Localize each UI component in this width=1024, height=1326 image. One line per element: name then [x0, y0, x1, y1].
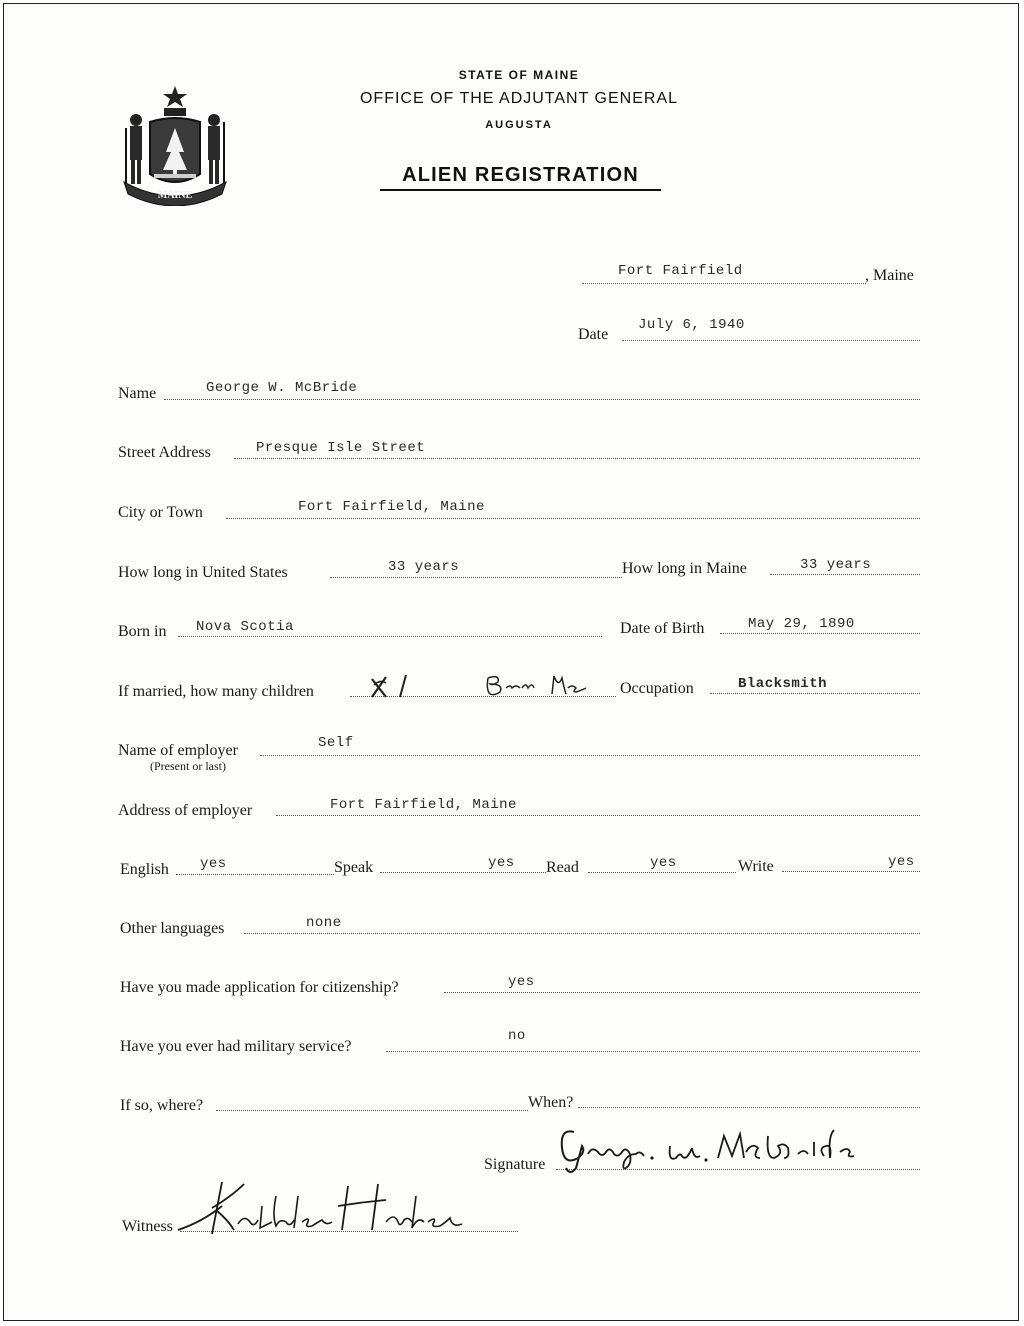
date-line — [622, 340, 920, 341]
employer-label: Name of employer — [118, 742, 238, 759]
witness-value — [172, 1176, 482, 1245]
street-label: Street Address — [118, 444, 211, 461]
citizenship-value: yes — [508, 974, 535, 990]
born-in-line — [178, 636, 602, 637]
military-label: Have you ever had military service? — [120, 1038, 352, 1055]
name-label: Name — [118, 385, 157, 402]
place-line — [582, 283, 866, 284]
occupation-value: Blacksmith — [738, 676, 828, 692]
employer-address-label: Address of employer — [118, 802, 253, 819]
english-label: English — [120, 861, 169, 878]
military-line — [386, 1051, 920, 1052]
employer-value: Self — [318, 735, 354, 751]
read-label: Read — [546, 859, 579, 876]
street-line — [234, 458, 920, 459]
employer-line — [260, 755, 920, 756]
street-value: Presque Isle Street — [256, 440, 426, 456]
us-time-label: How long in United States — [118, 564, 288, 581]
form-title: ALIEN REGISTRATION — [380, 164, 661, 191]
maine-seal-icon — [116, 82, 234, 206]
employer-sublabel: (Present or last) — [150, 759, 226, 773]
dob-line — [720, 633, 920, 634]
write-label: Write — [738, 858, 774, 875]
children-note — [482, 668, 602, 705]
when-label: When? — [528, 1094, 574, 1111]
children-value — [366, 669, 426, 708]
name-line — [164, 399, 920, 400]
us-time-line — [330, 577, 622, 578]
born-in-label: Born in — [118, 623, 167, 640]
where-line — [216, 1110, 528, 1111]
occupation-line — [710, 693, 920, 694]
born-in-value: Nova Scotia — [196, 619, 294, 635]
occupation-label: Occupation — [620, 680, 694, 697]
employer-address-value: Fort Fairfield, Maine — [330, 797, 517, 813]
maine-time-value: 33 years — [800, 557, 872, 573]
signature-value — [552, 1118, 882, 1183]
write-line — [782, 871, 920, 872]
children-label: If married, how many children — [118, 683, 314, 700]
registration-form — [3, 3, 1019, 1321]
place-suffix: , Maine — [865, 267, 914, 284]
city-line — [226, 518, 920, 519]
read-value: yes — [650, 855, 677, 871]
read-line — [588, 872, 736, 873]
date-value: July 6, 1940 — [638, 317, 745, 333]
military-value: no — [508, 1028, 526, 1044]
citizenship-label: Have you made application for citizenship? — [120, 979, 399, 996]
speak-value: yes — [488, 855, 515, 871]
other-languages-line — [244, 933, 920, 934]
svg-text:MAINE: MAINE — [157, 190, 193, 201]
speak-line — [380, 872, 546, 873]
dob-label: Date of Birth — [620, 620, 705, 637]
write-value: yes — [888, 854, 915, 870]
citizenship-line — [444, 992, 920, 993]
when-line — [578, 1107, 920, 1108]
us-time-value: 33 years — [388, 559, 460, 575]
header-state: STATE OF MAINE — [458, 68, 580, 82]
maine-time-line — [770, 574, 920, 575]
witness-label: Witness — [122, 1218, 173, 1235]
place-value: Fort Fairfield — [618, 263, 743, 279]
name-value: George W. McBride — [206, 380, 358, 396]
city-value: Fort Fairfield, Maine — [298, 499, 485, 515]
other-languages-value: none — [306, 915, 342, 931]
dob-value: May 29, 1890 — [748, 616, 855, 632]
date-label: Date — [578, 326, 609, 343]
employer-address-line — [276, 815, 920, 816]
signature-label: Signature — [484, 1156, 546, 1173]
speak-label: Speak — [334, 859, 374, 876]
city-label: City or Town — [118, 504, 203, 521]
english-value: yes — [200, 856, 227, 872]
maine-time-label: How long in Maine — [622, 560, 747, 577]
other-languages-label: Other languages — [120, 920, 225, 937]
header-office: OFFICE OF THE ADJUTANT GENERAL — [359, 90, 679, 107]
where-label: If so, where? — [120, 1097, 204, 1114]
header-city: AUGUSTA — [485, 119, 553, 131]
english-line — [176, 874, 334, 875]
